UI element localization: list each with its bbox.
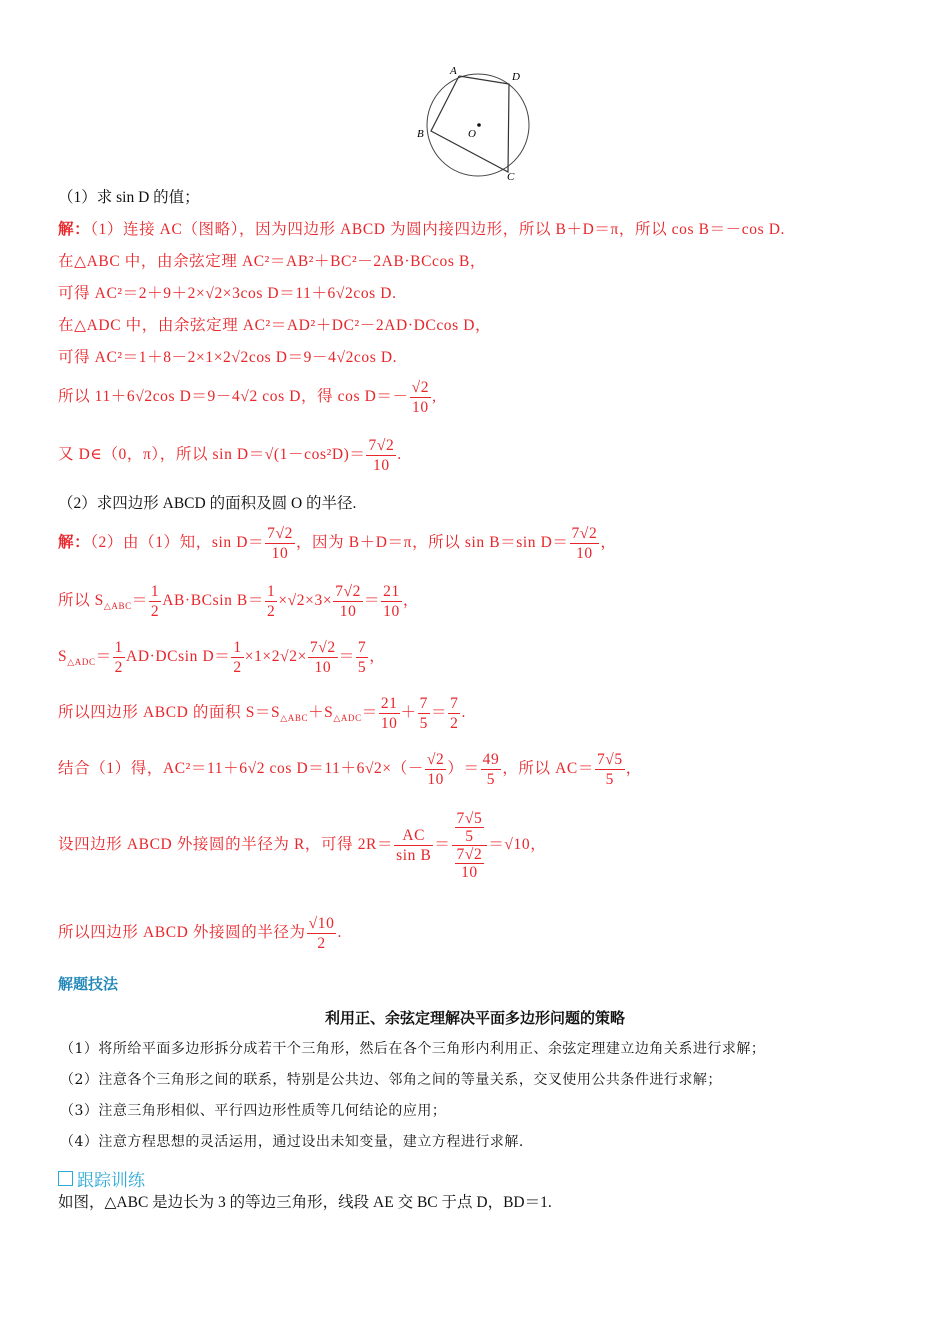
solution-1-line-1 <box>58 220 785 240</box>
fraction: $\frac{1}{2}$ <box>233 639 242 676</box>
solution-1-line-6: 所以 11＋6√2cos D＝9－4√2 cos D，得 cos D＝－ $\frac{√2}{10}$ , <box>58 379 437 416</box>
question-1: （1）求 sin D 的值； <box>58 189 200 206</box>
circle-figure <box>410 62 540 184</box>
solution-2-line-5: 结合（1）得，AC²＝11＋6√2 cos D＝11＋6√2×（－ $\frac{√2}{10}$ ）＝ $\frac{49}{5}$ ，所以 AC＝ $\frac{7√5}{5}$ ， <box>58 751 642 788</box>
solution-2-line-1: 解：（2）由（1）知，sin D＝ $\frac{7√2}{10}$ ，因为 B＋D＝π，所以 sin B＝sin D＝ $\frac{7√2}{10}$ ， <box>58 525 617 562</box>
fraction: $\frac{7}{5}$ <box>357 639 367 676</box>
practice-text: 如图，△ABC 是边长为 3 的等边三角形，线段 AE 交 BC 于点 D，BD＝1. <box>58 1194 552 1211</box>
question-2: （2）求四边形 ABCD 的面积及圆 O 的半径. <box>58 495 357 512</box>
method-tip: （2）注意各个三角形之间的联系，特别是公共边、邻角之间的等量关系，交叉使用公共条件进行求解； <box>60 1072 722 1088</box>
method-tip: （1）将所给平面多边形拆分成若干个三角形，然后在各个三角形内利用正、余弦定理建立边角关系进行求解； <box>60 1041 766 1057</box>
solution-label: 解： <box>58 534 91 552</box>
checkbox-icon <box>58 1171 73 1186</box>
fraction: $\frac{1}{2}$ <box>150 583 160 620</box>
fraction: $\frac{7√5}{5}$ <box>596 751 623 788</box>
practice-heading <box>58 1166 145 1191</box>
fraction: $\frac{AC}{\text{sin B}}$ <box>396 827 432 864</box>
fraction: $\frac{7√2}{10}$ <box>309 639 336 676</box>
solution-2-line-2: 所以 $S_{\triangle ABC}=$ $\frac{1}{2}$ AB·BCsin B＝ $\frac{1}{2}$ ×√2×3× $\frac{7√2}{10}$ ＝ $\frac{21}{10}$ ， <box>58 583 419 620</box>
solution-2-line-6: 设四边形 ABCD 外接圆的半径为 R，可得 2R＝ $\frac{AC}{\text{sin B}}$ ＝ $\frac{\frac{7√5}{5}}{\frac{7√2}{10}}$ ＝√10， <box>58 810 547 881</box>
label-a: A <box>450 65 457 77</box>
fraction: $\frac{√2}{10}$ <box>411 379 430 416</box>
fraction: $\frac{7}{5}$ <box>419 695 428 732</box>
solution-1-line-4: 在△ADC 中，由余弦定理 AC²＝AD²＋DC²－2AD·DCcos D， <box>58 317 492 334</box>
fraction: $\frac{21}{10}$ <box>380 695 398 732</box>
solution-1-line-7: 又 D∈（0，π），所以 sin D＝√(1－cos²D)＝ $\frac{7√2}{10}$ . <box>58 437 402 474</box>
label-o: O <box>468 128 476 140</box>
method-heading: 解题技法 <box>58 975 119 993</box>
fraction: $\frac{7√2}{10}$ <box>368 437 395 474</box>
fraction: $\frac{1}{2}$ <box>114 639 124 676</box>
solution-text: （1）连接 AC（图略），因为四边形 ABCD 为圆内接四边形，所以 B＋D＝π，所以 cos B＝－cos D. <box>90 221 785 238</box>
method-tip: （3）注意三角形相似、平行四边形性质等几何结论的应用； <box>60 1103 447 1119</box>
fraction: $\frac{7√2}{10}$ <box>267 525 293 562</box>
practice-heading-text: 跟踪训练 <box>77 1171 145 1191</box>
text-segment: 又 D∈（0，π），所以 sin D＝√(1－cos²D)＝ <box>58 446 366 464</box>
text-segment: 所以 11＋6√2cos D＝9－4√2 cos D，得 cos D＝－ <box>58 388 409 406</box>
solution-2-line-4: 所以四边形 ABCD 的面积 $S=S_{\triangle ABC}+S_{\triangle ADC}=$ $\frac{21}{10}$ ＋ $\frac{7}{5}$ ＝ $\frac{7}{2}$ . <box>58 695 466 732</box>
label-b: B <box>417 128 424 140</box>
method-title: 利用正、余弦定理解决平面多边形问题的策略 <box>324 1009 625 1027</box>
compound-fraction: $\frac{\frac{7√5}{5}}{\frac{7√2}{10}}$ <box>452 810 488 881</box>
fraction: $\frac{√2}{10}$ <box>426 751 445 788</box>
solution-1-line-2: 在△ABC 中，由余弦定理 AC²＝AB²＋BC²－2AB·BCcos B， <box>58 253 487 270</box>
fraction: $\frac{7}{2}$ <box>450 695 459 732</box>
solution-1-line-5: 可得 AC²＝1＋8－2×1×2√2cos D＝9－4√2cos D. <box>58 349 398 366</box>
center-point <box>477 123 481 127</box>
solution-label: 解： <box>58 221 91 238</box>
label-c: C <box>507 171 515 183</box>
method-tip: （4）注意方程思想的灵活运用，通过设出未知变量，建立方程进行求解. <box>60 1134 524 1150</box>
label-d: D <box>512 71 520 83</box>
fraction: $\frac{7√2}{10}$ <box>335 583 361 620</box>
fraction: $\frac{49}{5}$ <box>482 751 500 788</box>
fraction: $\frac{√10}{2}$ <box>308 915 335 952</box>
fraction: $\frac{1}{2}$ <box>266 583 276 620</box>
solution-1-line-3: 可得 AC²＝2＋9＋2×√2×3cos D＝11＋6√2cos D. <box>58 285 397 302</box>
solution-2-line-7: 所以四边形 ABCD 外接圆的半径为 $\frac{√10}{2}$ . <box>58 915 342 952</box>
quadrilateral-abcd <box>431 76 509 172</box>
fraction: $\frac{21}{10}$ <box>383 583 400 620</box>
solution-2-line-3: $S_{\triangle ADC}=$ $\frac{1}{2}$ AD·DCsin D＝ $\frac{1}{2}$ ×1×2√2× $\frac{7√2}{10}$ ＝ $\frac{7}{5}$ ， <box>58 639 386 676</box>
fraction: $\frac{7√2}{10}$ <box>571 525 598 562</box>
